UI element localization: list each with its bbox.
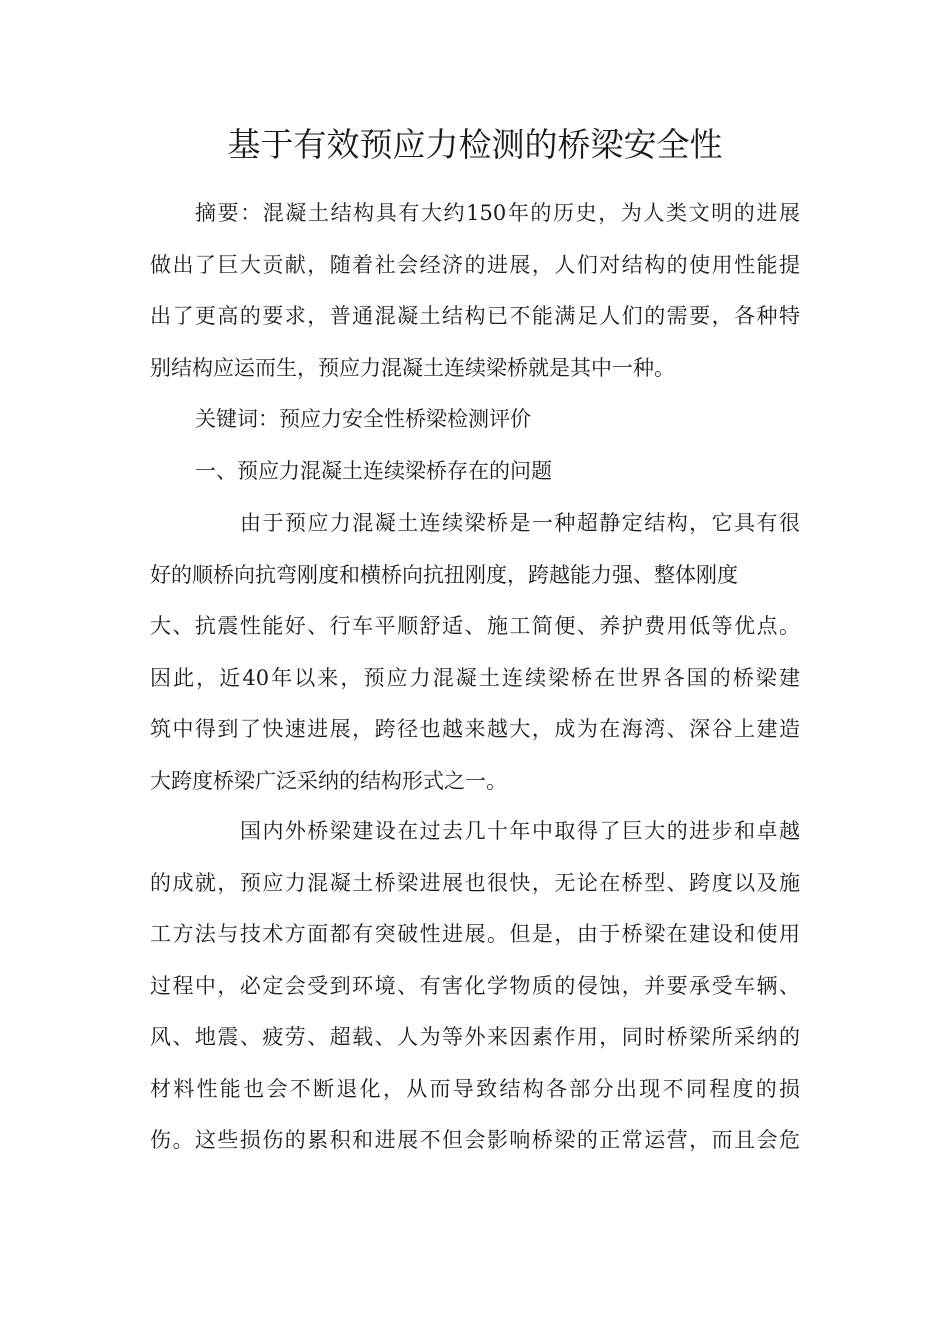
abstract-paragraph	[150, 188, 800, 394]
abstract-line: 摘要：混凝土结构具有大约150年的历史，为人类文明的进展	[195, 201, 800, 225]
paragraph-line: 的成就，预应力混凝土桥梁进展也很快，无论在桥型、跨度以及施	[150, 870, 800, 895]
paragraph-line: 过程中，必定会受到环境、有害化学物质的侵蚀，并要承受车辆、	[150, 973, 800, 998]
keywords-line	[150, 394, 800, 446]
paragraph-line: 大、抗震性能好、行车平顺舒适、施工简便、养护费用低等优点。	[150, 614, 800, 638]
body-paragraph-1	[150, 498, 800, 807]
body-paragraph-2	[150, 806, 800, 1167]
keywords-text: 关键词：预应力安全性桥梁检测评价	[195, 407, 531, 431]
paragraph-line: 好的顺桥向抗弯刚度和横桥向抗扭刚度，跨越能力强、整体刚度	[150, 562, 738, 587]
paragraph-line: 风、地震、疲劳、超载、人为等外来因素作用，同时桥梁所采纳的	[150, 1025, 800, 1049]
document-title: 基于有效预应力检测的桥梁安全性	[227, 125, 723, 164]
abstract-line: 做出了巨大贡献，随着社会经济的进展，人们对结构的使用性能提	[150, 252, 800, 277]
section-heading	[150, 446, 800, 498]
paragraph-line: 大跨度桥梁广泛采纳的结构形式之一。	[150, 768, 507, 793]
paragraph-line: 因此，近40年以来，预应力混凝土连续梁桥在世界各国的桥梁建	[150, 665, 800, 690]
abstract-line: 出了更高的要求，普通混凝土结构已不能满足人们的需要，各种特	[150, 304, 800, 328]
paragraph-line: 材料性能也会不断退化，从而导致结构各部分出现不同程度的损	[150, 1076, 800, 1101]
paragraph-line: 筑中得到了快速进展，跨径也越来越大，成为在海湾、深谷上建造	[150, 717, 800, 741]
paragraph-line: 伤。这些损伤的累积和进展不但会影响桥梁的正常运营，而且会危	[150, 1128, 800, 1152]
paragraph-line: 国内外桥梁建设在过去几十年中取得了巨大的进步和卓越	[240, 819, 800, 843]
paragraph-line: 工方法与技术方面都有突破性进展。但是，由于桥梁在建设和使用	[150, 922, 800, 946]
abstract-line: 别结构应运而生，预应力混凝土连续梁桥就是其中一种。	[150, 355, 675, 380]
paragraph-line: 由于预应力混凝土连续梁桥是一种超静定结构，它具有很	[240, 511, 800, 535]
section-heading-text: 一、预应力混凝土连续梁桥存在的问题	[195, 459, 552, 483]
